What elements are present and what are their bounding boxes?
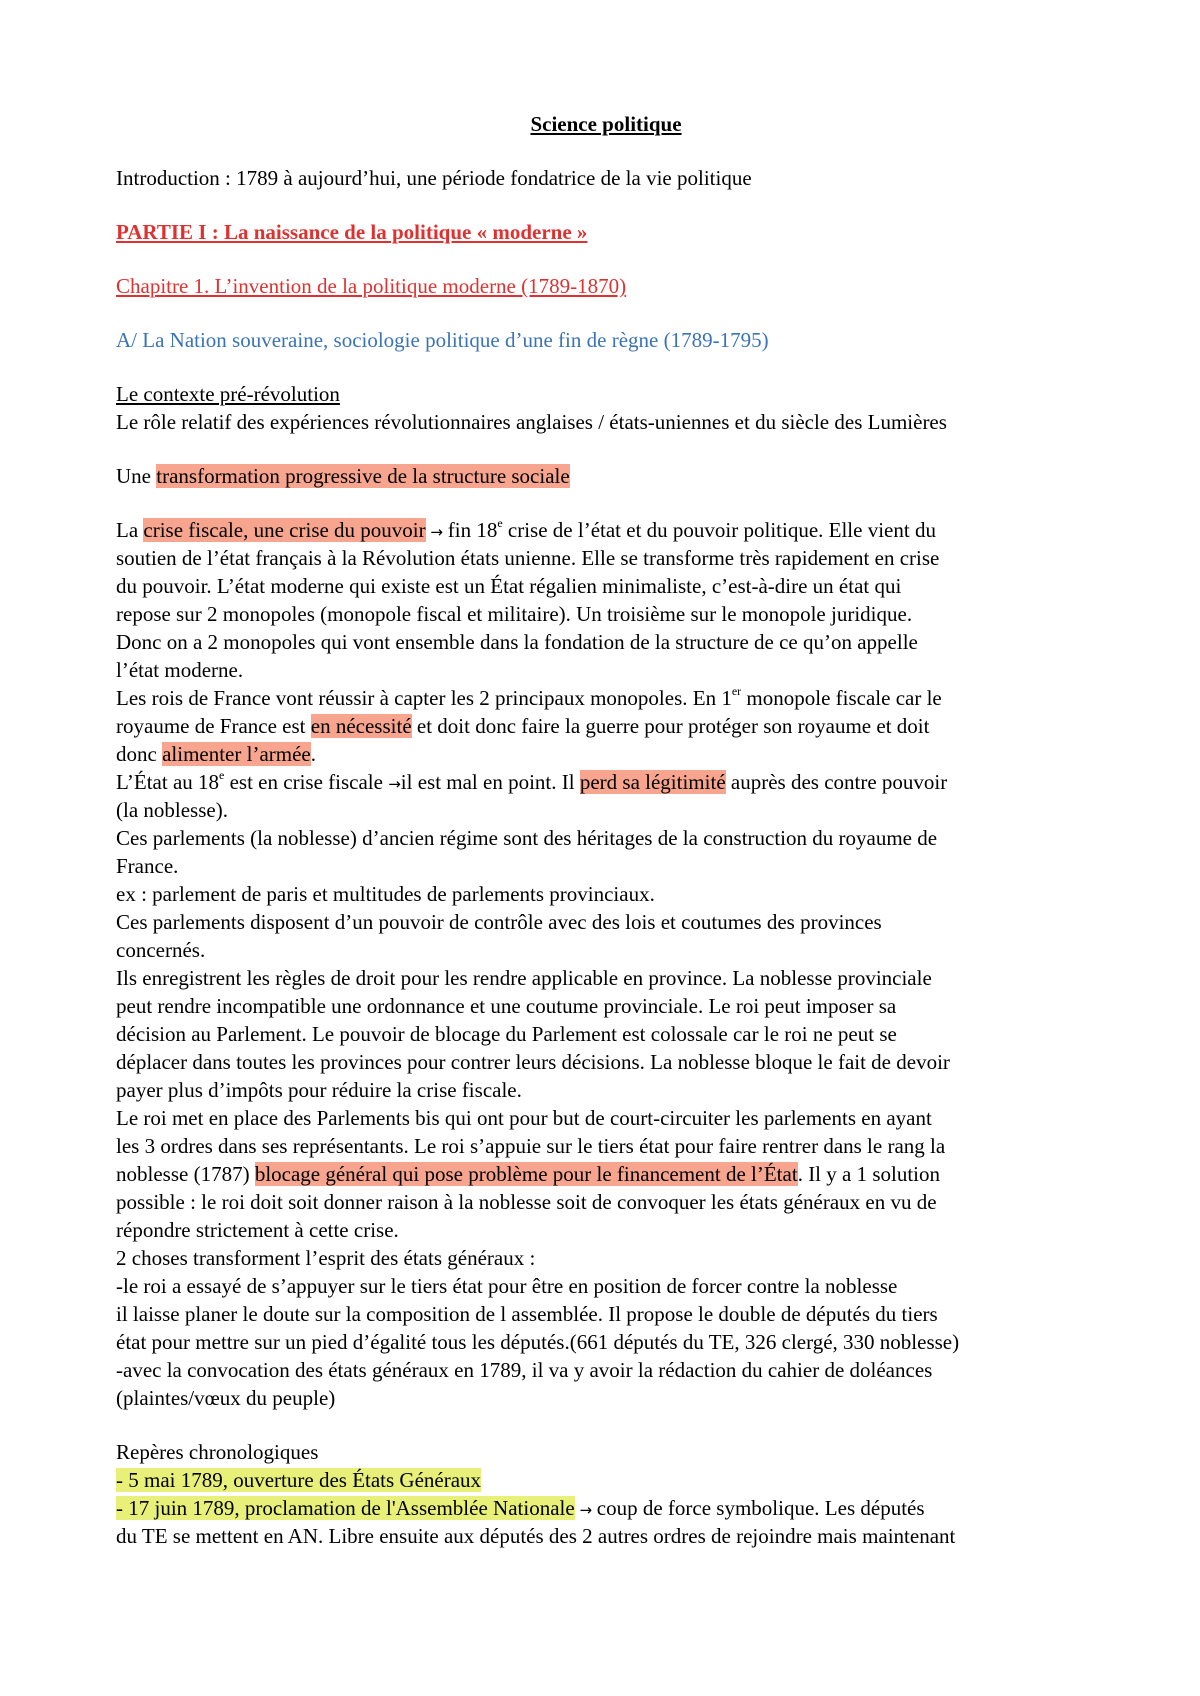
paragraph-line xyxy=(116,768,1096,796)
highlight: en nécessité xyxy=(310,714,412,738)
paragraph-line: repose sur 2 monopoles (monopole fiscal et militaire). Un troisième sur le monopole juridique. xyxy=(116,602,913,626)
text-span: et doit donc faire la guerre pour protéger son royaume et doit xyxy=(411,714,930,738)
paragraph-line: Donc on a 2 monopoles qui vont ensemble dans la fondation de la structure de ce qu’on appelle xyxy=(116,630,918,654)
paragraph-line: l’état moderne. xyxy=(116,658,244,682)
highlight: crise fiscale, une crise du pouvoir xyxy=(143,518,426,542)
paragraph-line: -le roi a essayé de s’appuyer sur le tiers état pour être en position de forcer contre la noblesse xyxy=(116,1274,898,1298)
paragraph-line: décision au Parlement. Le pouvoir de blocage du Parlement est colossale car le roi ne peut se xyxy=(116,1022,897,1046)
highlight: - 5 mai 1789, ouverture des États Généraux xyxy=(116,1468,482,1492)
partie-heading: PARTIE I : La naissance de la politique « moderne » xyxy=(116,220,588,244)
highlight: blocage général qui pose problème pour le financement de l’État xyxy=(254,1162,798,1186)
text-span: monopole fiscale car le xyxy=(741,686,942,710)
highlight: perd sa légitimité xyxy=(579,770,726,794)
text-span: Les rois de France vont réussir à capter les 2 principaux monopoles. En 1 xyxy=(116,686,732,710)
text-span: est en crise fiscale xyxy=(224,770,389,794)
paragraph-line: ex : parlement de paris et multitudes de parlements provinciaux. xyxy=(116,882,655,906)
text-span: coup de force symbolique. Les députés xyxy=(596,1496,925,1520)
paragraph-line xyxy=(116,1160,1096,1188)
paragraph-line: 2 choses transforment l’esprit des états généraux : xyxy=(116,1246,536,1270)
paragraph-line: concernés. xyxy=(116,938,206,962)
text-span: L’État au 18 xyxy=(116,770,220,794)
document-title: Science politique xyxy=(530,112,682,136)
document-page xyxy=(116,110,1096,1550)
highlight: - 17 juin 1789, proclamation de l'Assemblée Nationale xyxy=(116,1496,575,1520)
paragraph-line xyxy=(116,516,1096,544)
text-span: noblesse (1787) xyxy=(116,1162,255,1186)
text-span: . Il y a 1 solution xyxy=(797,1162,941,1186)
text-span: La xyxy=(116,518,144,542)
paragraph-line: Ces parlements (la noblesse) d’ancien régime sont des héritages de la construction du royaume de xyxy=(116,826,938,850)
paragraph-line: du TE se mettent en AN. Libre ensuite aux députés des 2 autres ordres de rejoindre mais maintenant xyxy=(116,1524,956,1548)
superscript: e xyxy=(497,516,503,530)
text-span: Une xyxy=(116,464,157,488)
text-span: auprès des contre pouvoir xyxy=(725,770,948,794)
paragraph-line xyxy=(116,684,1096,712)
highlight: transformation progressive de la structure sociale xyxy=(156,464,570,488)
paragraph-line: déplacer dans toutes les provinces pour contrer leurs décisions. La noblesse bloque le fait de devoir xyxy=(116,1050,950,1074)
chronology-item xyxy=(116,1466,1096,1494)
arrow-icon: → xyxy=(574,1501,597,1519)
arrow-icon: → xyxy=(425,523,448,541)
paragraph-line: France. xyxy=(116,854,179,878)
paragraph-line: (plaintes/vœux du peuple) xyxy=(116,1386,336,1410)
reperes-heading: Repères chronologiques xyxy=(116,1440,319,1464)
paragraph-line: soutien de l’état français à la Révolution états unienne. Elle se transforme très rapidement en crise xyxy=(116,546,940,570)
paragraph-line xyxy=(116,712,1096,740)
contexte-text: Le rôle relatif des expériences révolutionnaires anglaises / états-uniennes et du siècle des Lumières xyxy=(116,410,947,434)
text-span: . xyxy=(310,742,316,766)
contexte-heading: Le contexte pré-révolution xyxy=(116,382,340,406)
superscript: e xyxy=(219,768,225,782)
paragraph-line: Le roi met en place des Parlements bis qui ont pour but de court-circuiter les parlements en ayant xyxy=(116,1106,932,1130)
paragraph-line: -avec la convocation des états généraux en 1789, il va y avoir la rédaction du cahier de doléances xyxy=(116,1358,933,1382)
paragraph-line: peut rendre incompatible une ordonnance et une coutume provinciale. Le roi peut imposer sa xyxy=(116,994,897,1018)
section-heading: A/ La Nation souveraine, sociologie politique d’une fin de règne (1789-1795) xyxy=(116,328,769,352)
paragraph-line xyxy=(116,740,1096,768)
paragraph-line: payer plus d’impôts pour réduire la crise fiscale. xyxy=(116,1078,522,1102)
paragraph-line: Ils enregistrent les règles de droit pour les rendre applicable en province. La noblesse provinciale xyxy=(116,966,932,990)
superscript: er xyxy=(731,684,742,698)
paragraph-line: état pour mettre sur un pied d’égalité tous les députés.(661 députés du TE, 326 clergé, 330 noblesse) xyxy=(116,1330,960,1354)
paragraph-line: possible : le roi doit soit donner raison à la noblesse soit de convoquer les états généraux en vu de xyxy=(116,1190,937,1214)
text-span: crise de l’état et du pouvoir politique. Elle vient du xyxy=(502,518,936,542)
chronology-item xyxy=(116,1494,1096,1522)
text-span: royaume de France est xyxy=(116,714,311,738)
paragraph-line: il laisse planer le doute sur la composition de l assemblée. Il propose le double de députés du tiers xyxy=(116,1302,938,1326)
text-span: fin 18 xyxy=(447,518,498,542)
paragraph-line: les 3 ordres dans ses représentants. Le roi s’appuie sur le tiers état pour faire rentrer dans le rang la xyxy=(116,1134,946,1158)
chapitre-heading: Chapitre 1. L’invention de la politique moderne (1789-1870) xyxy=(116,274,627,298)
paragraph-line: (la noblesse). xyxy=(116,798,228,822)
transformation-line xyxy=(116,462,1096,490)
arrow-icon: → xyxy=(388,775,401,793)
highlight: alimenter l’armée xyxy=(162,742,311,766)
intro-line: Introduction : 1789 à aujourd’hui, une période fondatrice de la vie politique xyxy=(116,166,752,190)
text-span: donc xyxy=(116,742,163,766)
paragraph-line: Ces parlements disposent d’un pouvoir de contrôle avec des lois et coutumes des provinces xyxy=(116,910,882,934)
paragraph-line: répondre strictement à cette crise. xyxy=(116,1218,399,1242)
paragraph-line: du pouvoir. L’état moderne qui existe est un État régalien minimaliste, c’est-à-dire un état qui xyxy=(116,574,902,598)
text-span: il est mal en point. Il xyxy=(400,770,580,794)
